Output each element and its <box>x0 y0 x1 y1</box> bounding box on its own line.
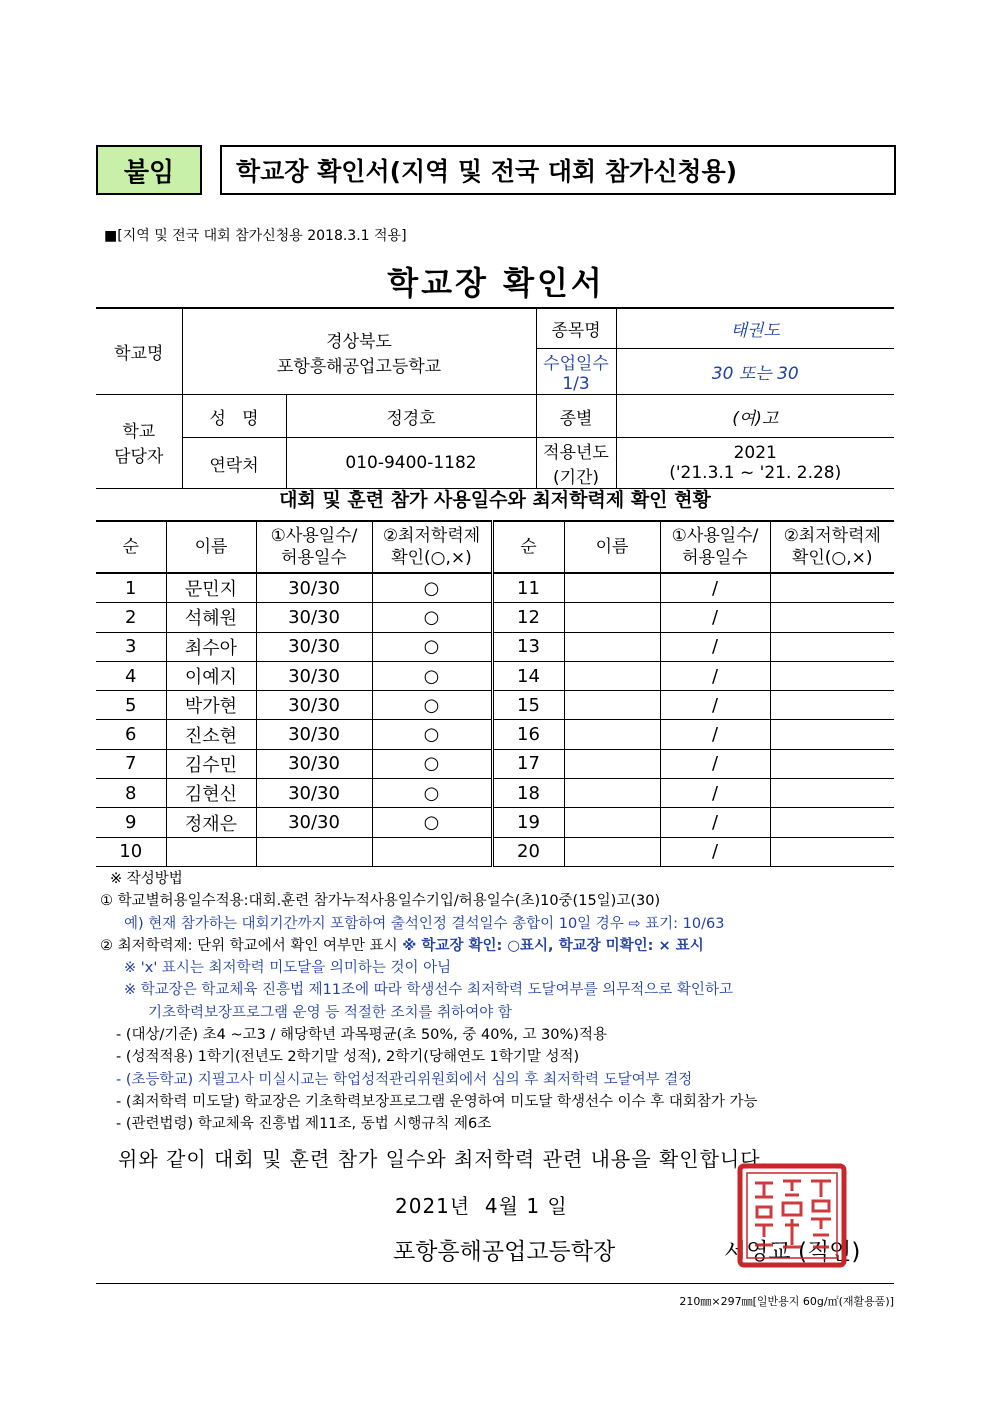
table-row <box>96 661 894 690</box>
table-row <box>96 749 894 778</box>
list-title: 대회 및 훈련 참가 사용일수와 최저학력제 확인 현황 <box>279 489 711 511</box>
cell-days: 30/30 <box>256 691 372 720</box>
name-value: 정경호 <box>286 395 536 438</box>
cell-name-2 <box>564 808 660 837</box>
cell-name-2 <box>564 632 660 661</box>
cell-no: 1 <box>96 573 166 603</box>
note-line: ② 최저학력제: 단위 학교에서 확인 여부만 표시 ※ 학교장 확인: ○표시, 학교장 미확인: × 표시 <box>100 937 704 954</box>
col-header-name-2: 이름 <box>564 521 660 573</box>
cell-name: 정재은 <box>166 808 256 837</box>
cell-check: ○ <box>372 573 492 603</box>
cell-name-2 <box>564 691 660 720</box>
cell-no-2: 19 <box>492 808 564 837</box>
cell-name-2 <box>564 573 660 603</box>
participation-table <box>96 520 894 867</box>
cell-no: 8 <box>96 779 166 808</box>
note-line: - (초등학교) 지필고사 미실시교는 학업성적관리위원회에서 심의 후 최저학력 도달여부 결정 <box>116 1071 693 1088</box>
cell-no: 9 <box>96 808 166 837</box>
cell-check: ○ <box>372 661 492 690</box>
principal-signature: 서영교 (직인) <box>724 1239 861 1265</box>
cell-check: ○ <box>372 779 492 808</box>
cell-no-2: 13 <box>492 632 564 661</box>
name-label: 성 명 <box>182 395 286 438</box>
cell-days: 30/30 <box>256 720 372 749</box>
cell-no-2: 20 <box>492 837 564 866</box>
table-row <box>96 691 894 720</box>
note-line: ※ 학교장은 학교체육 진흥법 제11조에 따라 학생선수 최저학력 도달여부를 의무적으로 확인하고 <box>124 982 733 999</box>
cell-no-2: 14 <box>492 661 564 690</box>
instructions <box>100 868 900 1136</box>
cell-days-2: / <box>660 573 770 603</box>
cell-days: 30/30 <box>256 632 372 661</box>
cell-check: ○ <box>372 720 492 749</box>
cell-check-2 <box>770 661 894 690</box>
cell-name: 문민지 <box>166 573 256 603</box>
note-line: - (대상/기준) 초4 ~고3 / 해당학년 과목평균(초 50%, 중 40%, 고 30%)적용 <box>116 1027 607 1044</box>
manager-label: 학교 담당자 <box>96 395 182 489</box>
date-text: 2021년 4월 1 일 <box>395 1194 568 1218</box>
type-label: 종별 <box>536 395 616 438</box>
cell-check-2 <box>770 603 894 632</box>
col-header-no: 순 <box>96 521 166 573</box>
note-line: - (성적적용) 1학기(전년도 2학기말 성적), 2학기(당해연도 1학기말 성적) <box>116 1049 580 1066</box>
table-row <box>96 573 894 603</box>
cell-no: 10 <box>96 837 166 866</box>
event-value: 태권도 <box>616 309 894 349</box>
cell-no-2: 16 <box>492 720 564 749</box>
cell-days: 30/30 <box>256 603 372 632</box>
school-label: 학교명 <box>96 309 182 395</box>
cell-check <box>372 837 492 866</box>
table-row <box>96 837 894 866</box>
cell-name: 박가현 <box>166 691 256 720</box>
school-value: 경상북도 포항흥해공업고등학교 <box>182 309 536 395</box>
cell-days-2: / <box>660 720 770 749</box>
school-days-value: 30 또는 30 <box>616 349 894 395</box>
year-value: 2021 ('21.3.1 ~ '21. 2.28) <box>616 438 894 489</box>
year-label: 적용년도 (기간) <box>536 438 616 489</box>
cell-name-2 <box>564 603 660 632</box>
col-header-check: ②최저학력제 확인(○,×) <box>372 521 492 573</box>
cell-name: 최수아 <box>166 632 256 661</box>
col-header-check-2: ②최저학력제 확인(○,×) <box>770 521 894 573</box>
form-note: ■[지역 및 전국 대회 참가신청용 2018.3.1 적용] <box>104 228 407 244</box>
cell-days-2: / <box>660 691 770 720</box>
cell-name <box>166 837 256 866</box>
cell-days <box>256 837 372 866</box>
cell-check-2 <box>770 779 894 808</box>
cell-days: 30/30 <box>256 779 372 808</box>
table-row <box>96 779 894 808</box>
cell-no: 4 <box>96 661 166 690</box>
cell-check-2 <box>770 573 894 603</box>
cell-check-2 <box>770 837 894 866</box>
cell-no-2: 15 <box>492 691 564 720</box>
cell-days-2: / <box>660 632 770 661</box>
cell-name: 김현신 <box>166 779 256 808</box>
attachment-label: 붙임 <box>96 145 202 195</box>
cell-days-2: / <box>660 837 770 866</box>
cell-no-2: 12 <box>492 603 564 632</box>
bottom-divider <box>96 1283 894 1284</box>
contact-label: 연락처 <box>182 438 286 489</box>
cell-days-2: / <box>660 661 770 690</box>
cell-name-2 <box>564 749 660 778</box>
table-row <box>96 603 894 632</box>
cell-no: 5 <box>96 691 166 720</box>
type-value: (여)고 <box>616 395 894 438</box>
cell-days: 30/30 <box>256 573 372 603</box>
cell-check: ○ <box>372 691 492 720</box>
cell-check: ○ <box>372 749 492 778</box>
table-row <box>96 632 894 661</box>
cell-days-2: / <box>660 808 770 837</box>
cell-name-2 <box>564 661 660 690</box>
cell-name-2 <box>564 779 660 808</box>
cell-no: 7 <box>96 749 166 778</box>
document-title: 학교장 확인서 <box>387 264 605 302</box>
note-line: 예) 현재 참가하는 대회기간까지 포함하여 출석인정 결석일수 총합이 10일 경우 ⇨ 표기: 10/63 <box>124 915 725 932</box>
school-signature: 포항흥해공업고등학장 <box>393 1239 616 1265</box>
note-line: ① 학교별허용일수적용:대회.훈련 참가누적사용일수기입/허용일수(초)10중(15일)고(30) <box>100 893 661 910</box>
cell-no-2: 17 <box>492 749 564 778</box>
cell-name-2 <box>564 837 660 866</box>
cell-days-2: / <box>660 779 770 808</box>
cell-name: 김수민 <box>166 749 256 778</box>
cell-no-2: 18 <box>492 779 564 808</box>
cell-no-2: 11 <box>492 573 564 603</box>
note-line: ※ 'x' 표시는 최저학력 미도달을 의미하는 것이 아님 <box>124 960 452 977</box>
cell-check: ○ <box>372 632 492 661</box>
paper-spec: 210㎜×297㎜[일반용지 60g/㎡(재활용품)] <box>679 1295 894 1308</box>
cell-days: 30/30 <box>256 661 372 690</box>
cell-check-2 <box>770 632 894 661</box>
table-row <box>96 720 894 749</box>
col-header-no-2: 순 <box>492 521 564 573</box>
cell-check: ○ <box>372 603 492 632</box>
cell-check-2 <box>770 808 894 837</box>
cell-name: 이예지 <box>166 661 256 690</box>
confirmation-text: 위와 같이 대회 및 훈련 참가 일수와 최저학력 관련 내용을 확인합니다. <box>118 1147 768 1171</box>
note-line: 기초학력보장프로그램 운영 등 적절한 조치를 취하여야 함 <box>148 1004 512 1021</box>
cell-check-2 <box>770 749 894 778</box>
col-header-days-2: ①사용일수/ 허용일수 <box>660 521 770 573</box>
school-days-label: 수업일수 1/3 <box>536 349 616 395</box>
cell-name-2 <box>564 720 660 749</box>
cell-no: 6 <box>96 720 166 749</box>
attachment-title: 학교장 확인서(지역 및 전국 대회 참가신청용) <box>220 145 896 195</box>
cell-days: 30/30 <box>256 749 372 778</box>
cell-no: 3 <box>96 632 166 661</box>
col-header-name: 이름 <box>166 521 256 573</box>
cell-check-2 <box>770 691 894 720</box>
cell-no: 2 <box>96 603 166 632</box>
cell-days-2: / <box>660 603 770 632</box>
table-row <box>96 808 894 837</box>
cell-name: 석혜원 <box>166 603 256 632</box>
note-line: - (관련법령) 학교체육 진흥법 제11조, 동법 시행규칙 제6조 <box>116 1116 492 1133</box>
event-label: 종목명 <box>536 309 616 349</box>
cell-check: ○ <box>372 808 492 837</box>
school-info-table <box>96 308 894 489</box>
note-line: - (최저학력 미도달) 학교장은 기초학력보장프로그램 운영하여 미도달 학생선수 이수 후 대회참가 가능 <box>116 1093 758 1110</box>
cell-days-2: / <box>660 749 770 778</box>
cell-days: 30/30 <box>256 808 372 837</box>
cell-name: 진소현 <box>166 720 256 749</box>
notes-heading: ※ 작성방법 <box>110 871 183 887</box>
cell-check-2 <box>770 720 894 749</box>
col-header-days: ①사용일수/ 허용일수 <box>256 521 372 573</box>
contact-value: 010-9400-1182 <box>286 438 536 489</box>
official-seal-icon <box>737 1163 847 1268</box>
